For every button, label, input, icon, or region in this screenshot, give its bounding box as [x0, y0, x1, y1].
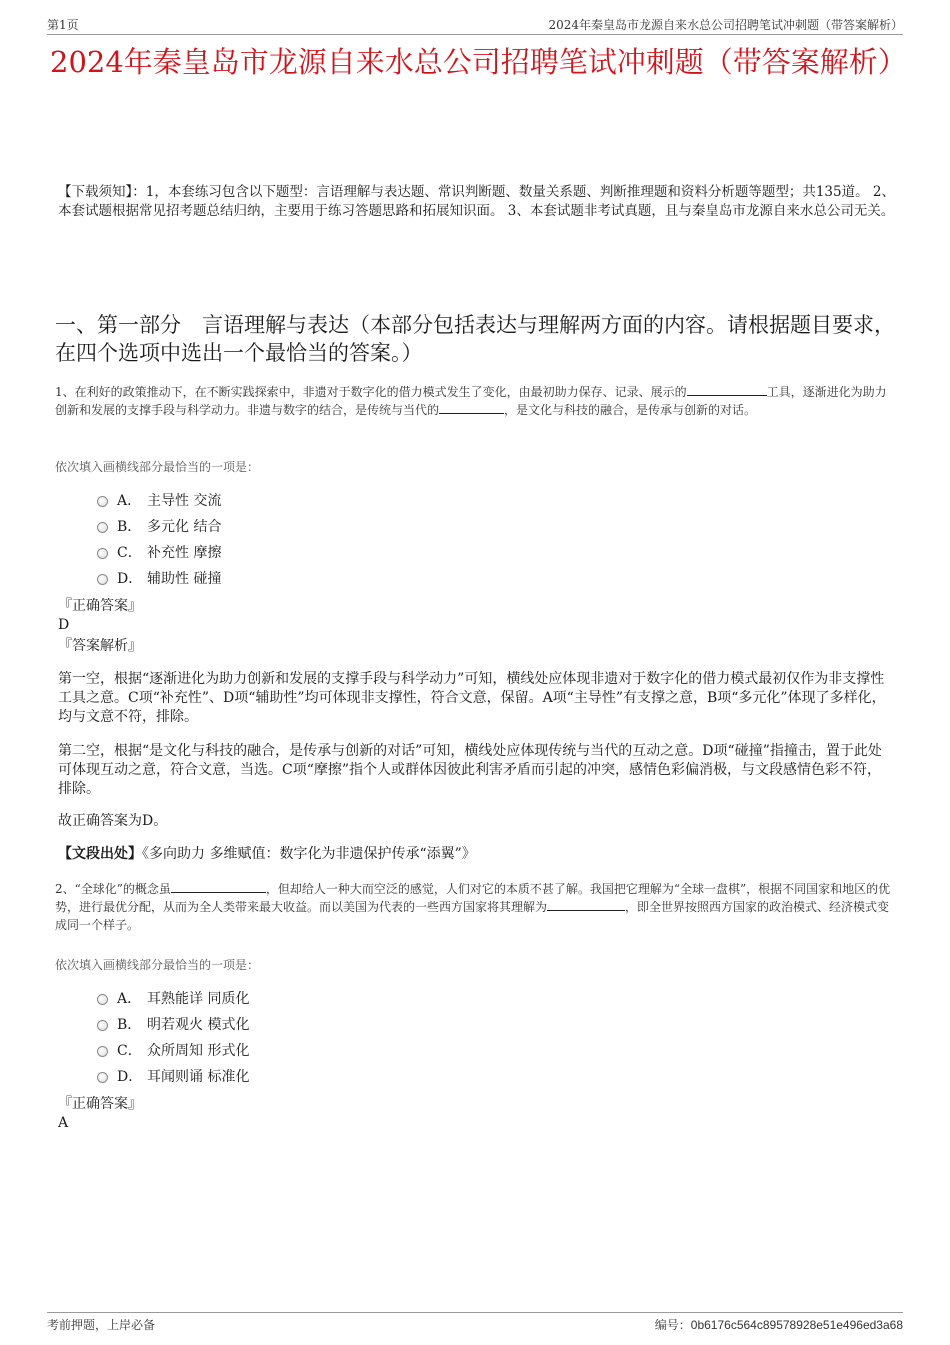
blank-1 [687, 384, 767, 396]
source-text: 《多向助力 多维赋值：数字化为非遗保护传承“添翼”》 [142, 846, 476, 862]
question-2-prompt: 依次填入画横线部分最恰当的一项是： [55, 958, 260, 972]
radio-icon[interactable] [97, 574, 108, 585]
q1-analysis-label: 『答案解析』 [58, 638, 142, 654]
radio-icon[interactable] [97, 548, 108, 559]
radio-icon[interactable] [97, 1020, 108, 1031]
blank-2 [439, 402, 504, 414]
download-notice: 【下载须知】：1，本套练习包含以下题型：言语理解与表达题、常识判断题、数量关系题、判断推理题和资料分析题等题型；共135道。 2、本套试题根据常见招考题总结归纳，主要用于练习答题思路和拓展知识面。 3、本套试题非考试真题，且与秦皇岛市龙源自来水总公司无关。 [58, 184, 895, 219]
question-2-part-c: ，即全世界按照西方国家的政治模式、经济模式变成同一个样子。 [55, 900, 890, 932]
q2-option-a[interactable]: A． 耳熟能详 同质化 [97, 986, 249, 1012]
blank-4 [547, 899, 625, 911]
q1-option-d[interactable]: D． 辅助性 碰撞 [97, 566, 221, 592]
page-number: 第1页 [47, 18, 79, 32]
q1-option-a[interactable]: A． 主导性 交流 [97, 488, 221, 514]
q1-source [58, 845, 890, 864]
q1-analysis-2: 第二空，根据“是文化与科技的融合，是传承与创新的对话”可知，横线处应体现传统与当代的互动之意。D项“碰撞”指撞击，置于此处可体现互动之意，符合文意，当选。C项“摩擦”指个人或群体因彼此利害矛盾而引起的冲突，感情色彩偏消极，与文段感情色彩不符，排除。 [58, 743, 882, 797]
q2-answer: A [58, 1115, 69, 1131]
source-label: 【文段出处】 [58, 846, 142, 862]
question-1-part-b: 工具，逐渐进化为助力创新和发展的支撑手段与科学动力。非遗与数字的结合，是传统与当代的 [55, 385, 887, 417]
page-header [47, 14, 903, 35]
question-2-options [97, 986, 249, 1090]
q2-option-b[interactable]: B． 明若观火 模式化 [97, 1012, 249, 1038]
question-2-text [55, 880, 898, 934]
footer-code: 编号：0b6176c564c89578928e51e496ed3a68 [654, 1318, 903, 1332]
q2-option-d[interactable]: D． 耳闻则诵 标准化 [97, 1064, 249, 1090]
question-1-part-a: 1、在利好的政策推动下，在不断实践探索中，非遗对于数字化的借力模式发生了变化，由最初助力保存、记录、展示的 [55, 385, 687, 399]
q2-option-c[interactable]: C． 众所周知 形式化 [97, 1038, 249, 1064]
question-2-part-a: 2、“全球化”的概念虽 [55, 882, 171, 896]
q1-option-b[interactable]: B． 多元化 结合 [97, 514, 221, 540]
document-title: 2024年秦皇岛市龙源自来水总公司招聘笔试冲刺题（带答案解析） [50, 45, 907, 79]
blank-3 [171, 881, 266, 893]
radio-icon[interactable] [97, 994, 108, 1005]
q1-answer: D [58, 617, 70, 633]
page-footer [47, 1312, 903, 1333]
radio-icon[interactable] [97, 1072, 108, 1083]
q1-option-c[interactable]: C． 补充性 摩擦 [97, 540, 221, 566]
header-doc-title: 2024年秦皇岛市龙源自来水总公司招聘笔试冲刺题（带答案解析） [548, 18, 903, 32]
radio-icon[interactable] [97, 522, 108, 533]
footer-slogan: 考前押题，上岸必备 [47, 1318, 156, 1332]
question-1-text [55, 383, 898, 419]
q1-analysis-1: 第一空，根据“逐渐进化为助力创新和发展的支撑手段与科学动力”可知，横线处应体现非遗对于数字化的借力模式最初仅作为非支撑性工具之意。C项“补充性”、D项“辅助性”均可体现非支撑性，符合文意，保留。A项“主导性”有支撑之意，B项“多元化”体现了多样化，均与文意不符，排除。 [58, 671, 886, 725]
question-1-options [97, 488, 221, 592]
question-1-prompt: 依次填入画横线部分最恰当的一项是： [55, 460, 260, 474]
q1-answer-label: 『正确答案』 [58, 598, 142, 614]
q1-analysis-3: 故正确答案为D。 [58, 813, 168, 829]
q2-answer-label: 『正确答案』 [58, 1096, 142, 1112]
section-heading: 一、第一部分 言语理解与表达（本部分包括表达与理解两方面的内容。请根据题目要求，在四个选项中选出一个最恰当的答案。） [55, 313, 895, 365]
radio-icon[interactable] [97, 496, 108, 507]
radio-icon[interactable] [97, 1046, 108, 1057]
question-2-part-b: ，但却给人一种大而空泛的感觉，人们对它的本质不甚了解。我国把它理解为“全球一盘棋”，根据不同国家和地区的优势，进行最优分配，从而为全人类带来最大收益。而以美国为代表的一些西方国家将其理解为 [55, 882, 891, 914]
question-1-part-c: ，是文化与科技的融合，是传承与创新的对话。 [504, 403, 757, 417]
